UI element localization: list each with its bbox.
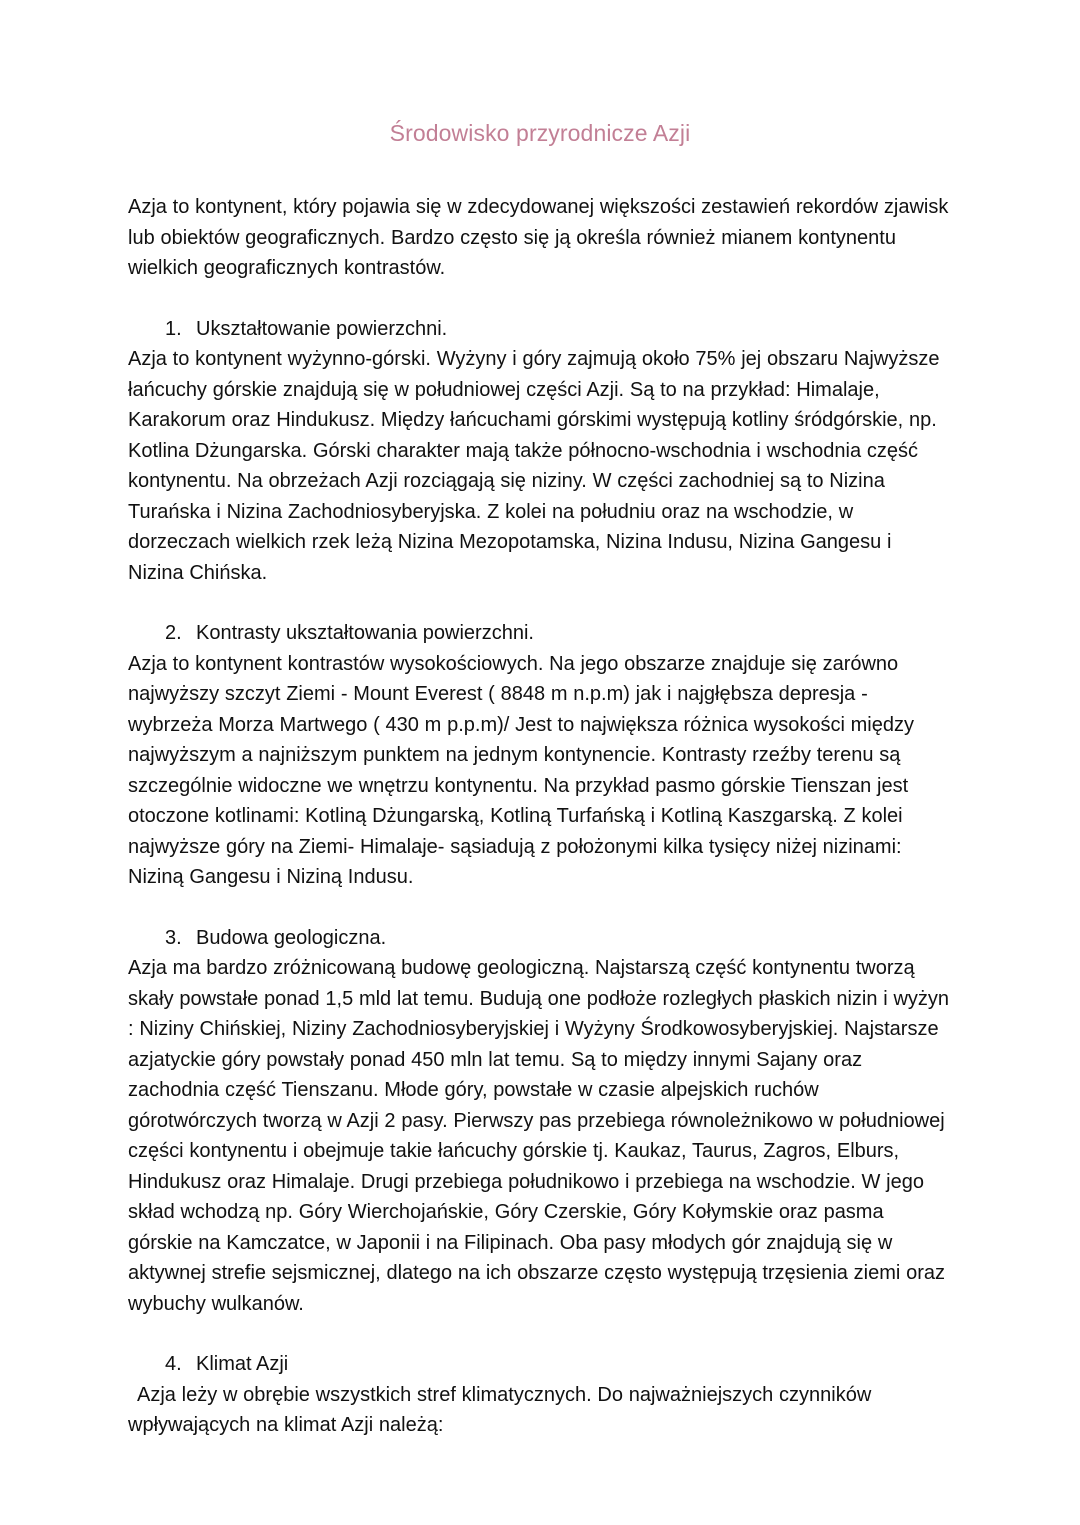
- paragraph-spacer: [128, 893, 952, 923]
- section-number-3: 3.: [165, 926, 182, 949]
- section-body-1: Azja to kontynent wyżynno-górski. Wyżyny i góry zajmują około 75% jej obszaru Najwyższe łańcuchy górskie znajdują się w południowej części Azji. Są to na przykład: Himalaje, Karakorum oraz Hindukusz. Między łańcuchami górskimi występują kotliny śródgórskie, np. Kotlina Dżungarska. Górski charakter mają także północno-wschodnia i wschodnia część kontynentu. Na obrzeżach Azji rozciągają się niziny. W części zachodniej są to Nizina Turańska i Nizina Zachodniosyberyjska. Z kolei na południu oraz na wschodzie, w dorzeczach wielkich rzek leżą Nizina Mezopotamska, Nizina Indusu, Nizina Gangesu i Nizina Chińska.: [128, 348, 940, 584]
- page-title: Środowisko przyrodnicze Azji: [389, 120, 691, 146]
- paragraph-spacer: [128, 284, 952, 314]
- section-heading-1: [128, 314, 952, 345]
- intro-paragraph: Azja to kontynent, który pojawia się w zdecydowanej większości zestawień rekordów zjawisk lub obiektów geograficznych. Bardzo często się ją określa również mianem kontynentu wielkich geograficznych kontrastów.: [128, 196, 949, 279]
- section-title-2: Kontrasty ukształtowania powierzchni.: [196, 622, 534, 644]
- section-heading-2: [128, 618, 952, 649]
- section-title-4: Klimat Azji: [196, 1353, 289, 1375]
- section-title-1: Ukształtowanie powierzchni.: [196, 317, 448, 340]
- section-body-3: Azja ma bardzo zróżnicowaną budowę geologiczną. Najstarszą część kontynentu tworzą skały powstałe ponad 1,5 mld lat temu. Budują one podłoże rozległych płaskich nizin i wyżyn : Niziny Chińskiej, Niziny Zachodniosyberyjskiej i Wyżyny Środkowosyberyjskiej. Najstarsze azjatyckie góry powstały ponad 450 mln lat temu. Są to między innymi Sajany oraz zachodnia część Tienszanu. Młode góry, powstałe w czasie alpejskich ruchów górotwórczych tworzą w Azji 2 pasy. Pierwszy pas przebiega równoleżnikowo w południowej części kontynentu i obejmuje takie łańcuchy górskie tj. Kaukaz, Taurus, Zagros, Elburs, Hindukusz oraz Himalaje. Drugi przebiega południkowo i przebiega na wschodzie. W jego skład wchodzą np. Góry Wierchojańskie, Góry Czerskie, Góry Kołymskie oraz pasma górskie na Kamczatce, w Japonii i na Filipinach. Oba pasy młodych gór znajdują się w aktywnej strefie sejsmicznej, dlatego na ich obszarze często występują trzęsienia ziemi oraz wybuchy wulkanów.: [128, 957, 950, 1315]
- section-title-3: Budowa geologiczna.: [196, 926, 387, 949]
- section-number-4: 4.: [165, 1353, 182, 1375]
- section-number-1: 1.: [165, 317, 182, 340]
- document-content: [128, 118, 952, 1441]
- paragraph-spacer: [128, 588, 952, 618]
- section-number-2: 2.: [165, 622, 182, 644]
- section-heading-4: [128, 1349, 952, 1380]
- section-body-4: Azja leży w obrębie wszystkich stref klimatycznych. Do najważniejszych czynników wpływających na klimat Azji należą:: [128, 1383, 872, 1436]
- section-heading-3: [128, 923, 952, 954]
- section-body-2: Azja to kontynent kontrastów wysokościowych. Na jego obszarze znajduje się zarówno najwyższy szczyt Ziemi - Mount Everest ( 8848 m n.p.m) jak i najgłębsza depresja - wybrzeża Morza Martwego ( 430 m p.p.m)/ Jest to największa różnica wysokości między najwyższym a najniższym punktem na jednym kontynencie. Kontrasty rzeźby terenu są szczególnie widoczne we wnętrzu kontynentu. Na przykład pasmo górskie Tienszan jest otoczone kotlinami: Kotliną Dżungarską, Kotliną Turfańską i Kotliną Kaszgarską. Z kolei najwyższe góry na Ziemi- Himalaje- sąsiadują z położonymi kilka tysięcy niżej nizinami: Niziną Gangesu i Niziną Indusu.: [128, 652, 914, 888]
- paragraph-spacer: [128, 1319, 952, 1349]
